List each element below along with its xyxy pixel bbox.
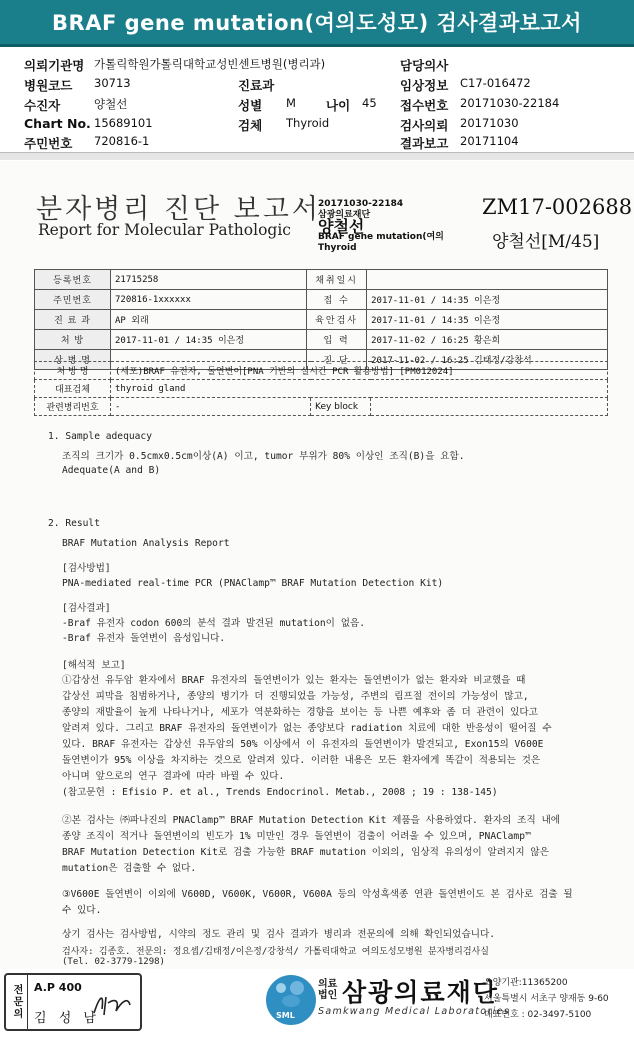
org-label: 의뢰기관명 bbox=[24, 58, 85, 73]
clinical-label: 임상정보 bbox=[400, 78, 449, 93]
interpretation-line: 종양의 재발율이 높게 나타나거나, 세포가 역분화하는 경향을 보이는 등 나쁜 예후와 좀 더 관련이 있다고 bbox=[62, 707, 538, 718]
interpretation-line: 아니며 앞으로의 연구 결과에 따라 바뀔 수 있다. bbox=[62, 771, 285, 782]
result-subtitle: BRAF Mutation Analysis Report bbox=[62, 538, 230, 549]
label-specimen: Thyroid bbox=[318, 243, 357, 253]
org-name: 삼광의료재단 bbox=[342, 978, 499, 1007]
result-line-2: -Braf 유전자 돌연변이 음성입니다. bbox=[62, 633, 226, 644]
table-row bbox=[35, 270, 608, 290]
stamp-side-label: 전문의 bbox=[6, 975, 28, 1029]
table-row bbox=[35, 330, 608, 350]
disease-label: 상 병 명 bbox=[35, 350, 111, 370]
stamp-line-2: 김 성 남 bbox=[34, 1011, 100, 1026]
sample-adequacy-line: 조직의 크기가 0.5cmx0.5cm이상(A) 이고, tumor 부위가 80% 이상인 조직(B)을 요함. bbox=[62, 451, 465, 462]
report-label-block bbox=[318, 199, 444, 254]
order-label: 처 방 bbox=[35, 330, 111, 350]
gross-label: 육안검사 bbox=[307, 310, 367, 330]
report-date-label: 결과보고 bbox=[400, 136, 449, 151]
diagnosis-label: 진 단 bbox=[307, 350, 367, 370]
reg-no-label: 등록번호 bbox=[35, 270, 111, 290]
org-type: 의료법인 bbox=[318, 979, 338, 1001]
institution-code: 요양기관:11365200 bbox=[484, 978, 568, 988]
label-receipt: 20171030-22184 bbox=[318, 199, 404, 209]
org-name-en: Samkwang Medical Laboratories bbox=[318, 1006, 510, 1017]
doctor-label: 담당의사 bbox=[400, 58, 449, 73]
variant-note-line: ③V600E 돌연변이 이외에 V600D, V600K, V600R, V600A 등의 악성흑색종 연관 돌연변이도 본 검사로 검출 될 bbox=[62, 889, 573, 900]
dept-cell-value: AP 외래 bbox=[111, 310, 307, 330]
section-divider bbox=[0, 152, 634, 160]
collect-value bbox=[367, 270, 608, 290]
tel-line: (Tel. 02-3779-1298) bbox=[62, 957, 165, 967]
age-label: 나이 bbox=[326, 98, 351, 113]
patient-tag: 양철선[M/45] bbox=[492, 232, 600, 252]
key-block-value bbox=[371, 398, 608, 416]
method-heading: [검사방법] bbox=[62, 563, 111, 574]
dept-cell-label: 진 료 과 bbox=[35, 310, 111, 330]
registration-table bbox=[34, 269, 608, 370]
interpretation-heading: [해석적 보고] bbox=[62, 660, 126, 671]
request-label: 검사의뢰 bbox=[400, 118, 449, 133]
clinical-value: C17-016472 bbox=[460, 76, 531, 90]
pathologist-stamp bbox=[4, 973, 142, 1031]
result-heading: [검사결과] bbox=[62, 603, 111, 614]
diagnosis-value: 2017-11-02 / 16:25 김태정/강창석 bbox=[367, 350, 608, 370]
stamp-line-1: A.P 400 bbox=[34, 981, 82, 994]
signature-mark bbox=[90, 989, 134, 1019]
table-row bbox=[35, 398, 608, 416]
order-name-label: 처 방 명 bbox=[35, 362, 111, 380]
main-specimen-value: thyroid gland bbox=[111, 380, 608, 398]
reference-line: (참고문헌 : Efisio P. et al., Trends Endocrinol. Metab., 2008 ; 19 : 138-145) bbox=[62, 787, 498, 798]
variant-note-line: 수 있다. bbox=[62, 905, 102, 916]
footer bbox=[0, 969, 634, 1039]
method-note-line: mutation은 검출할 수 없다. bbox=[62, 863, 197, 874]
specimen-value: Thyroid bbox=[286, 116, 330, 130]
order-table bbox=[34, 361, 608, 416]
input-label: 입 력 bbox=[307, 330, 367, 350]
accept-value: 2017-11-01 / 14:35 이은정 bbox=[367, 290, 608, 310]
label-patient-name: 양철선 bbox=[318, 217, 365, 236]
related-no-value: - bbox=[111, 398, 311, 416]
report-number: ZM17-002688 bbox=[482, 195, 633, 219]
patient-label: 수진자 bbox=[24, 98, 61, 113]
interpretation-line: 알려져 있다. 그리고 BRAF 유전자의 돌연변이가 없는 종양보다 radiation 치료에 대한 반응성이 떨어질 수 bbox=[62, 723, 552, 734]
method-note-line: ②본 검사는 ㈜파나진의 PNAClamp™ BRAF Mutation Detection Kit 제품을 사용하였다. 환자의 조직 내에 bbox=[62, 815, 561, 826]
sex-value: M bbox=[286, 96, 296, 110]
specimen-label: 검체 bbox=[238, 118, 263, 133]
chart-value: 15689101 bbox=[94, 116, 153, 130]
contact-block bbox=[484, 975, 609, 1023]
reg-no-value: 21715258 bbox=[111, 270, 307, 290]
result-line-1: -Braf 유전자 codon 600의 분석 결과 발견된 mutation이 없음. bbox=[62, 618, 366, 629]
method-note-line: 종양 조직이 적거나 돌연변이의 빈도가 1% 미만인 경우 돌연변이 검출이 어려울 수 있으며, PNAClamp™ bbox=[62, 831, 531, 842]
report-title-en: Report for Molecular Pathologic bbox=[38, 221, 291, 239]
staff-line: 검사자: 김종호. 전문의: 정요셉/김태정/이은정/강창석/ 가톨릭대학교 여의도성모병원 분자병리검사실 bbox=[62, 947, 489, 957]
sample-adequacy-title: 1. Sample adequacy bbox=[48, 431, 152, 442]
request-value: 20171030 bbox=[460, 116, 519, 130]
method-text: PNA-mediated real-time PCR (PNAClamp™ BRAF Mutation Detection Kit) bbox=[62, 578, 444, 589]
main-specimen-label: 대표검체 bbox=[35, 380, 111, 398]
sample-adequacy-result: Adequate(A and B) bbox=[62, 465, 161, 476]
org-value: 가톨릭학원가톨릭대학교성빈센트병원(병리과) bbox=[94, 57, 326, 71]
table-row bbox=[35, 310, 608, 330]
accept-label: 접 수 bbox=[307, 290, 367, 310]
order-name-value: (세포)BRAF 유전자, 돌연변이[PNA 기반의 실시간 PCR 활용방법] [PM012024] bbox=[111, 362, 608, 380]
chart-label: Chart No. bbox=[24, 116, 91, 131]
report-title-ko: 분자병리 진단 보고서 bbox=[36, 194, 321, 225]
receipt-label: 접수번호 bbox=[400, 98, 449, 113]
report-title: BRAF gene mutation(여의도성모) 검사결과보고서 bbox=[0, 0, 634, 47]
patient-header bbox=[0, 50, 634, 150]
code-label: 병원코드 bbox=[24, 78, 73, 93]
method-note-line: BRAF Mutation Detection Kit로 검출 가능한 BRAF mutation 이외의, 임상적 유의성이 알려지지 않은 bbox=[62, 847, 549, 858]
related-no-label: 관련병리번호 bbox=[35, 398, 111, 416]
rrn-cell-value: 720816-1xxxxxx bbox=[111, 290, 307, 310]
rrn-cell-label: 주민번호 bbox=[35, 290, 111, 310]
result-title: 2. Result bbox=[48, 518, 100, 529]
rrn-value: 720816-1 bbox=[94, 134, 150, 148]
key-block-label: Key block bbox=[311, 398, 371, 416]
interpretation-line: 돌연변이가 95% 이상을 차지하는 것으로 알려져 있다. 이러한 내용은 모든 환자에게 똑같이 적용되는 것은 bbox=[62, 755, 541, 766]
age-value: 45 bbox=[362, 96, 377, 110]
input-value: 2017-11-02 / 16:25 황은희 bbox=[367, 330, 608, 350]
address: 서울특별시 서초구 양재동 9-60 bbox=[484, 994, 609, 1004]
interpretation-line: ①갑상선 유두암 환자에서 BRAF 유전자의 돌연변이가 있는 환자는 돌연변이가 없는 환자와 비교했을 때 bbox=[62, 675, 526, 686]
scanned-report bbox=[0, 161, 634, 969]
receipt-value: 20171030-22184 bbox=[460, 96, 560, 110]
label-test: BRAF gene mutation(여의 bbox=[318, 232, 444, 242]
report-date-value: 20171104 bbox=[460, 134, 519, 148]
label-org: 삼광의료재단 bbox=[318, 210, 371, 220]
sml-logo-text: SML bbox=[276, 1011, 295, 1020]
gross-value: 2017-11-01 / 14:35 이은정 bbox=[367, 310, 608, 330]
dept-label: 진료과 bbox=[238, 78, 275, 93]
table-row bbox=[35, 380, 608, 398]
phone: 대표번호 : 02-3497-5100 bbox=[484, 1010, 592, 1020]
table-row bbox=[35, 362, 608, 380]
closing-statement: 상기 검사는 검사방법, 시약의 정도 관리 및 검사 결과가 병리과 전문의에 의해 확인되었습니다. bbox=[62, 929, 496, 940]
patient-value: 양철선 bbox=[94, 97, 128, 111]
table-row bbox=[35, 290, 608, 310]
order-value: 2017-11-01 / 14:35 이은정 bbox=[111, 330, 307, 350]
collect-label: 채취일시 bbox=[307, 270, 367, 290]
interpretation-line: 갑상선 피막을 침범하거나, 종양의 병기가 더 진행되었을 가능성, 주변의 림프절 전이의 가능성이 많고, bbox=[62, 691, 529, 702]
interpretation-line: 있다. BRAF 유전자는 갑상선 유두암의 50% 이상에서 이 유전자의 돌연변이가 발견되고, Exon15의 V600E bbox=[62, 739, 544, 750]
sex-label: 성별 bbox=[238, 98, 263, 113]
code-value: 30713 bbox=[94, 76, 131, 90]
rrn-label: 주민번호 bbox=[24, 136, 73, 151]
